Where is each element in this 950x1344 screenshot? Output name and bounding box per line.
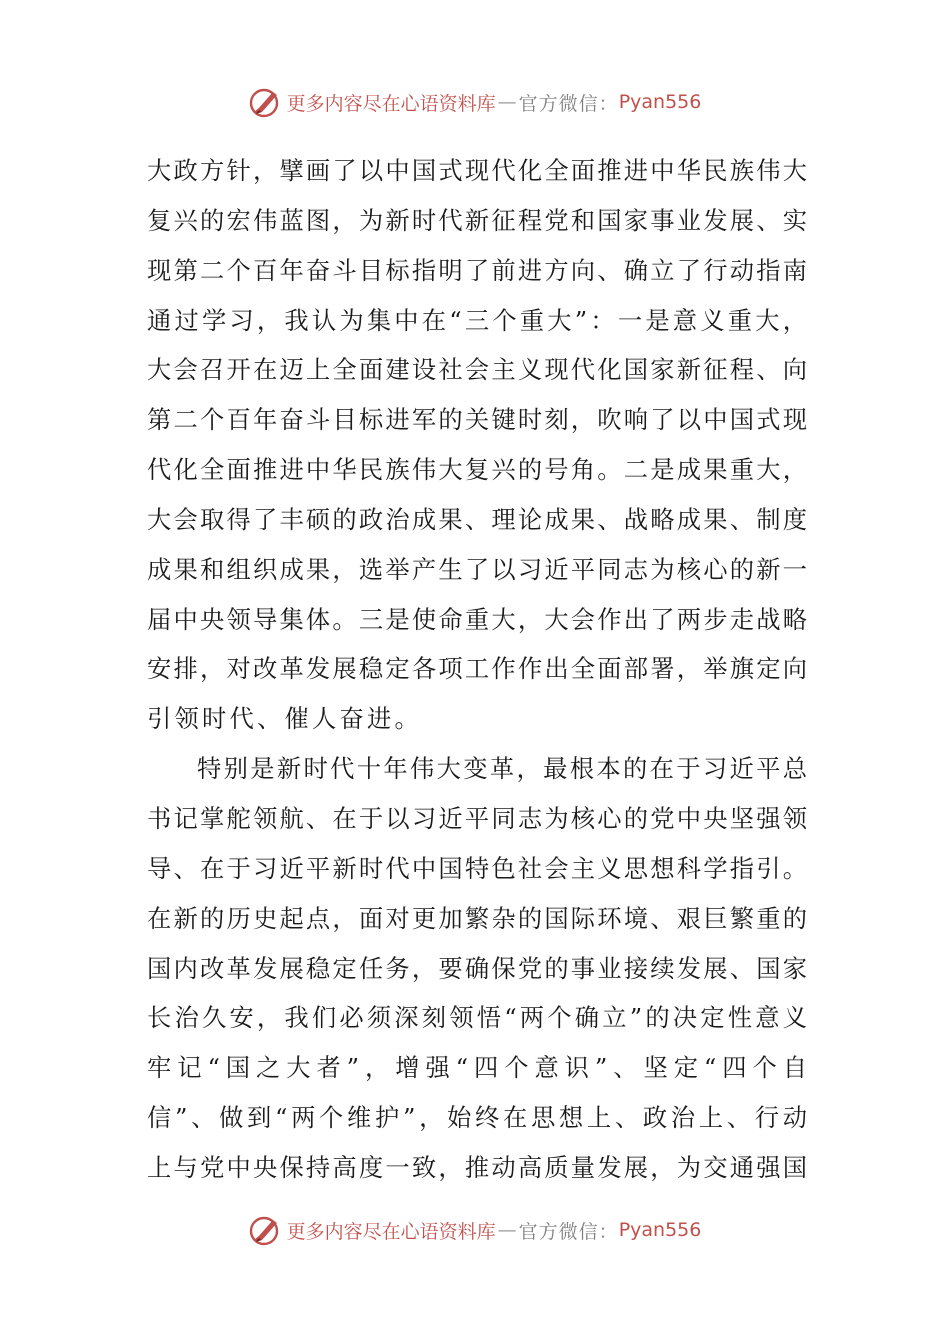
banner-brand-text: 更多内容尽在心语资料库 [286, 1220, 496, 1243]
body-line: 大会召开在迈上全面建设社会主义现代化国家新征程、向 [147, 355, 807, 385]
body-line: 大会取得了丰硕的政治成果、理论成果、战略成果、制度 [147, 504, 807, 534]
body-line: 书记掌舵领航、在于以习近平同志为核心的党中央坚强领 [147, 803, 807, 833]
footer-watermark-banner [0, 1210, 950, 1250]
banner-wechat-id: Pyan556 [618, 1219, 702, 1241]
header-watermark-banner [0, 82, 950, 122]
banner-dash: — [497, 91, 517, 113]
body-line: 安排，对改革发展稳定各项工作作出全面部署，举旗定向 [147, 654, 807, 684]
banner-official-label: 官方微信： [518, 92, 619, 115]
body-line: 长治久安，我们必须深刻领悟“两个确立”的决定性意义 [147, 1003, 807, 1033]
body-line: 届中央领导集体。三是使命重大，大会作出了两步走战略 [147, 604, 807, 634]
body-line: 复兴的宏伟蓝图，为新时代新征程党和国家事业发展、实 [147, 205, 807, 235]
body-line: 通过学习，我认为集中在“三个重大”：一是意义重大， [147, 305, 807, 335]
document-body [147, 146, 807, 1193]
body-line: 代化全面推进中华民族伟大复兴的号角。二是成果重大， [147, 455, 807, 485]
pen-logo-icon [249, 85, 283, 119]
paragraph-first-line: 特别是新时代十年伟大变革，最根本的在于习近平总 [197, 754, 807, 784]
body-line: 引领时代、催人奋进。 [147, 704, 422, 734]
banner-dash: — [497, 1219, 517, 1241]
body-line: 成果和组织成果，选举产生了以习近平同志为核心的新一 [147, 554, 807, 584]
body-line: 上与党中央保持高度一致，推动高质量发展，为交通强国 [147, 1152, 807, 1182]
pen-logo-icon [249, 1213, 283, 1247]
body-line: 在新的历史起点，面对更加繁杂的国际环境、艰巨繁重的 [147, 903, 807, 933]
body-line: 信”、做到“两个维护”，始终在思想上、政治上、行动 [147, 1103, 807, 1133]
banner-wechat-id: Pyan556 [618, 91, 702, 113]
body-line: 第二个百年奋斗目标进军的关键时刻，吹响了以中国式现 [147, 405, 807, 435]
banner-brand-text: 更多内容尽在心语资料库 [286, 92, 496, 115]
body-line: 导、在于习近平新时代中国特色社会主义思想科学指引。 [147, 853, 807, 883]
body-line: 大政方针，擘画了以中国式现代化全面推进中华民族伟大 [147, 156, 807, 185]
body-line: 牢记“国之大者”，增强“四个意识”、坚定“四个自 [147, 1053, 807, 1083]
banner-official-label: 官方微信： [518, 1220, 619, 1243]
body-line: 国内改革发展稳定任务，要确保党的事业接续发展、国家 [147, 953, 807, 983]
body-line: 现第二个百年奋斗目标指明了前进方向、确立了行动指南 [147, 255, 807, 285]
